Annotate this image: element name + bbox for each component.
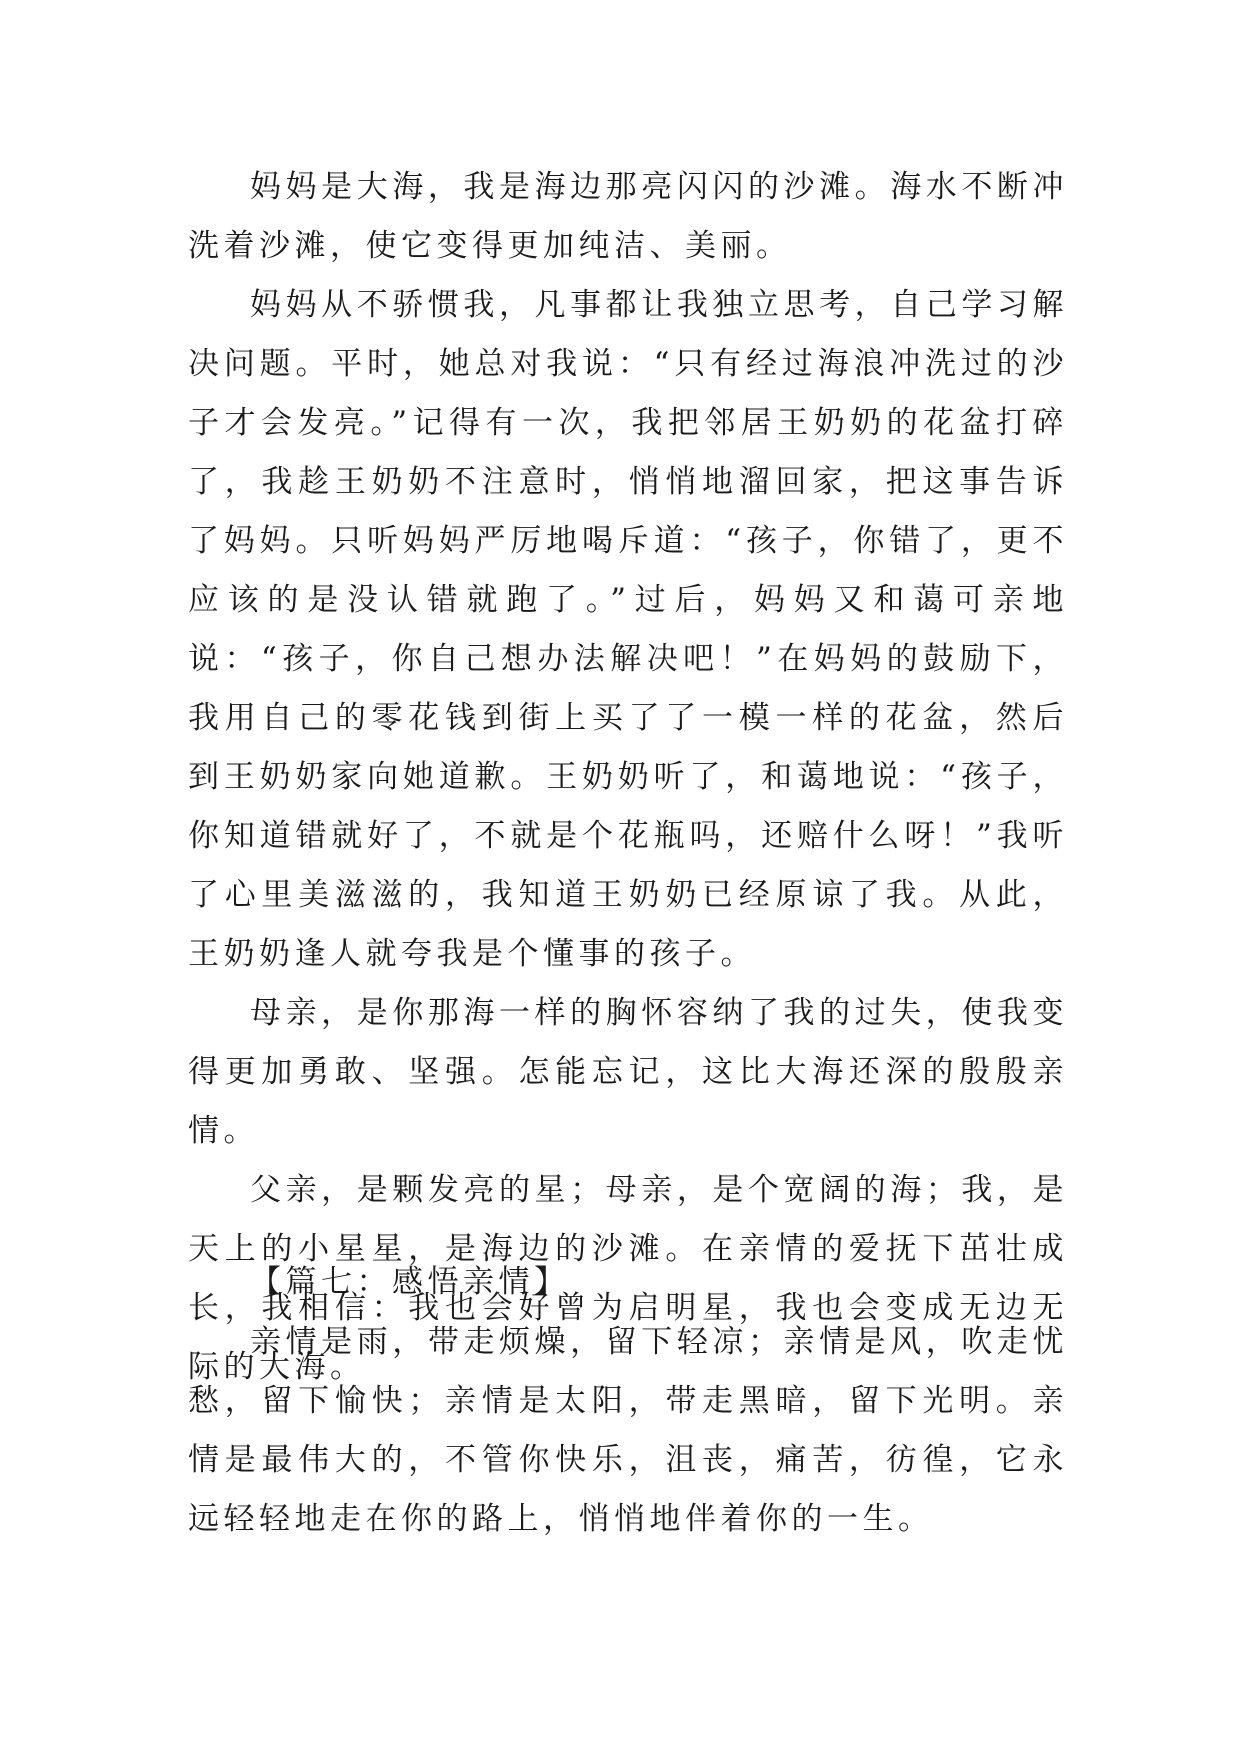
essay-section-mother [188,158,1068,1397]
paragraph-flowerpot-story: 妈妈从不骄惯我，凡事都让我独立思考，自己学习解决问题。平时，她总对我说：“只有经过海浪冲洗过的沙子才会发亮。”记得有一次，我把邻居王奶奶的花盆打碎了，我趁王奶奶不注意时，悄悄地溜回家，把这事告诉了妈妈。只听妈妈严厉地喝斥道：“孩子，你错了，更不应该的是没认错就跑了。”过后，妈妈又和蔼可亲地说：“孩子，你自己想办法解决吧！”在妈妈的鼓励下，我用自己的零花钱到街上买了了一模一样的花盆，然后到王奶奶家向她道歉。王奶奶听了，和蔼地说：“孩子，你知道错就好了，不就是个花瓶吗，还赔什么呀！”我听了心里美滋滋的，我知道王奶奶已经原谅了我。从此，王奶奶逢人就夸我是个懂事的孩子。 [188,287,1068,972]
paragraph-sea-and-beach: 妈妈是大海，我是海边那亮闪闪的沙滩。海水不断冲洗着沙滩，使它变得更加纯洁、美丽。 [188,169,1068,264]
paragraph-mother-tolerance: 母亲，是你那海一样的胸怀容纳了我的过失，使我变得更加勇敢、坚强。怎能忘记，这比大海还深的殷殷亲情。 [188,995,1068,1149]
paragraph-family-love: 亲情是雨，带走烦燥，留下轻凉；亲情是风，吹走忧愁，留下愉快；亲情是太阳，带走黑暗，留下光明。亲情是最伟大的，不管你快乐，沮丧，痛苦，彷徨，它永远轻轻地走在你的路上，悄悄地伴着你的一生。 [188,1324,1068,1537]
essay-section-family-love [188,1313,1068,1549]
paragraph-star-and-sea: 父亲，是颗发亮的星；母亲，是个宽阔的海；我，是天上的小星星，是海边的沙滩。在亲情的爱抚下茁壮成长，我相信：我也会好曾为启明星，我也会变成无边无际的大海。 [188,1172,1068,1385]
section-heading: 【篇七：感悟亲情】 [250,1264,570,1300]
